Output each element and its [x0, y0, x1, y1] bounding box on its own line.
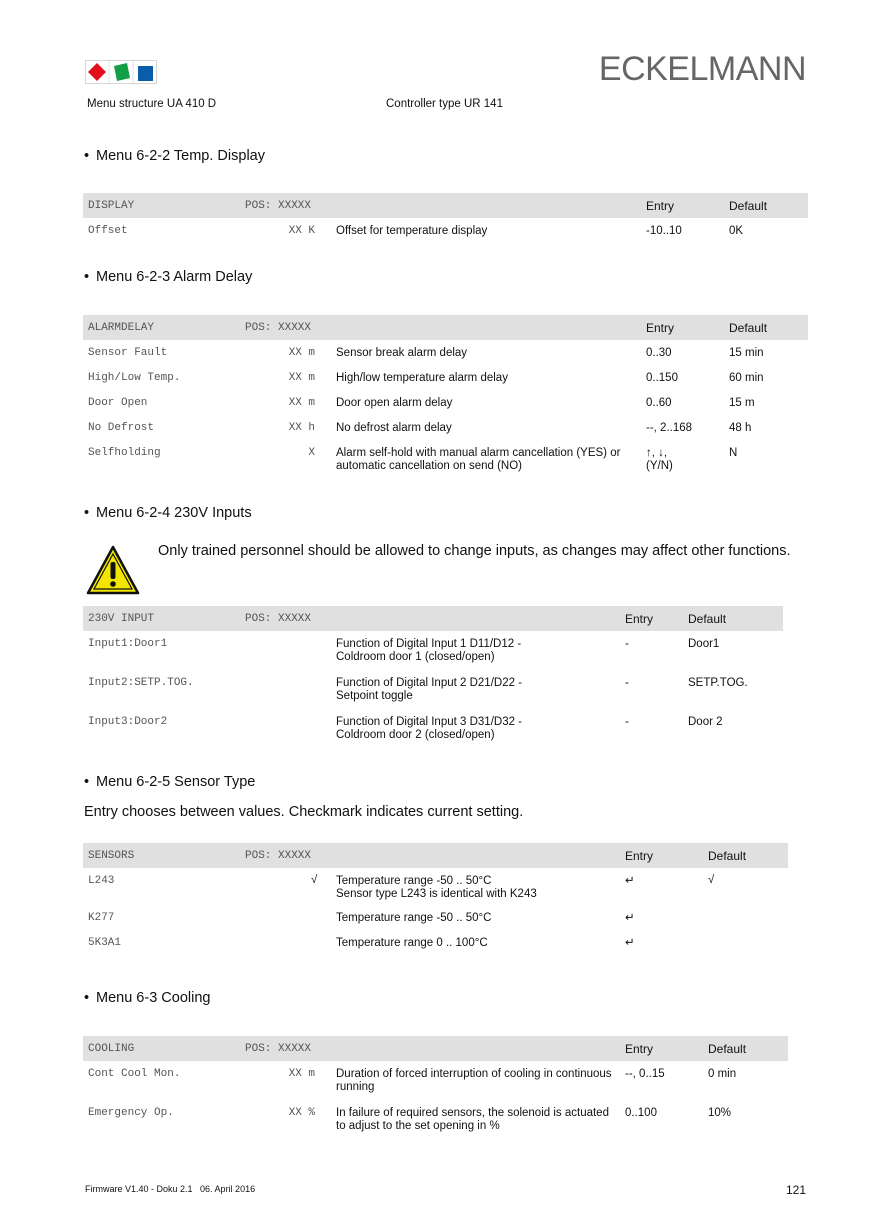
- table-cell: XX m: [288, 372, 315, 384]
- table-row: [83, 415, 808, 440]
- header-name: DISPLAY: [88, 200, 135, 212]
- table-cell: POS: XXXXX: [245, 1043, 312, 1055]
- table-cell: --, 2..168: [646, 422, 693, 434]
- table-cell: X: [308, 447, 315, 459]
- check-icon: √: [311, 874, 318, 886]
- enter-icon: ↵: [625, 875, 635, 887]
- table-cell: XX m: [288, 347, 315, 359]
- table-row: [83, 908, 788, 933]
- table-cell: Menu 6-2-2 Temp. Display: [96, 148, 265, 164]
- table-cell: Alarm self-hold with manual alarm cancellation (YES) or: [336, 447, 621, 459]
- table-cell: ALARMDELAY: [88, 322, 155, 334]
- table-cell: Temperature range -50 .. 50°C: [336, 912, 492, 924]
- table-cell: -: [625, 638, 629, 650]
- table-cell: Selfholding: [88, 447, 161, 459]
- table-cell: 230V INPUT: [88, 613, 155, 625]
- table-cell: Entry: [625, 612, 654, 626]
- page-number: 121: [785, 1183, 806, 1197]
- table-cell: Offset: [88, 225, 128, 237]
- table-cell: 0K: [729, 225, 744, 237]
- table-cell: XX m: [288, 397, 315, 409]
- table-cell: --, 0..15: [625, 1068, 665, 1080]
- table-header: [83, 193, 808, 218]
- table-header: [83, 843, 788, 868]
- table-cell: Setpoint toggle: [336, 690, 413, 702]
- table-cell: 0..30: [646, 347, 672, 359]
- header-pos: POS: XXXXX: [245, 200, 312, 212]
- warning-icon: [85, 544, 141, 596]
- table-cell: SETP.TOG.: [688, 677, 748, 689]
- table-cell: Default: [729, 321, 768, 335]
- table-cell: Function of Digital Input 1 D11/D12 -: [336, 638, 522, 650]
- table-row: [83, 631, 783, 670]
- table-row: [83, 933, 788, 958]
- table-cell: (Y/N): [646, 460, 673, 472]
- section-title-temp-display: [84, 148, 265, 164]
- table-row: [83, 218, 808, 244]
- table-cell: COOLING: [88, 1043, 135, 1055]
- table-cell: Offset for temperature display: [336, 225, 488, 237]
- table-cell: 0 min: [708, 1068, 737, 1080]
- bullet: •: [84, 148, 90, 164]
- table-header: [83, 1036, 788, 1061]
- table-cell: 15 m: [729, 397, 755, 409]
- table-cell: Default: [688, 612, 727, 626]
- table-cell: No Defrost: [88, 422, 155, 434]
- table-cell: Temperature range 0 .. 100°C: [336, 937, 488, 949]
- table-cell: Temperature range -50 .. 50°C: [336, 875, 492, 887]
- table-cell: •: [84, 774, 90, 790]
- table-cell: Door Open: [88, 397, 148, 409]
- table-cell: POS: XXXXX: [245, 322, 312, 334]
- section-title-sensor-type: [84, 774, 255, 790]
- brand-name: ECKELMANN: [598, 50, 806, 88]
- table-cell: ↑, ↓,: [646, 447, 668, 459]
- table-cell: N: [729, 447, 738, 459]
- table-cell: Menu 6-2-4 230V Inputs: [96, 505, 252, 521]
- table-cell: XX h: [288, 422, 315, 434]
- table-cell: Menu 6-2-5 Sensor Type: [96, 774, 256, 790]
- table-cell: 0..60: [646, 397, 672, 409]
- table-cell: XX %: [288, 1107, 315, 1119]
- eckelmann-logo-icon: [85, 60, 157, 84]
- table-cell: Function of Digital Input 2 D21/D22 -: [336, 677, 523, 689]
- table-cell: Sensor type L243 is identical with K243: [336, 888, 537, 900]
- section-title-cooling: [84, 990, 210, 1006]
- table-cell: High/low temperature alarm delay: [336, 372, 508, 384]
- table-cell: -: [625, 677, 629, 689]
- table-cell: POS: XXXXX: [245, 850, 312, 862]
- table-cell: POS: XXXXX: [245, 613, 312, 625]
- table-cell: High/Low Temp.: [88, 372, 181, 384]
- section-title-230v-inputs: [84, 505, 252, 521]
- table-cell: 0..100: [625, 1107, 657, 1119]
- sensor-type-intro: Entry chooses between values. Checkmark indicates current setting.: [84, 804, 524, 820]
- check-icon: √: [708, 874, 715, 886]
- table-row: [83, 1061, 788, 1100]
- table-cell: 15 min: [729, 347, 764, 359]
- enter-icon: ↵: [625, 912, 635, 924]
- table-cell: SENSORS: [88, 850, 135, 862]
- table-cell: 5K3A1: [88, 937, 122, 949]
- table-cell: running: [336, 1081, 375, 1093]
- table-cell: In failure of required sensors, the solenoid is actuated: [336, 1107, 609, 1119]
- table-cell: •: [84, 269, 90, 285]
- footer-version: Firmware V1.40 - Doku 2.1 06. April 2016: [85, 1184, 256, 1194]
- warning-text: Only trained personnel should be allowed to change inputs, as changes may affect other functions.: [158, 543, 791, 559]
- alarm-delay-table: [83, 315, 808, 480]
- table-row: [83, 365, 808, 390]
- table-row: [83, 868, 788, 908]
- table-cell: Sensor Fault: [88, 347, 168, 359]
- table-cell: to adjust to the set opening in %: [336, 1120, 500, 1132]
- table-cell: Input3:Door2: [88, 716, 168, 728]
- table-cell: 48 h: [729, 422, 752, 434]
- table-cell: 10%: [708, 1107, 732, 1119]
- table-cell: L243: [88, 875, 115, 887]
- table-cell: Default: [708, 849, 747, 863]
- table-cell: XX K: [288, 225, 315, 237]
- table-row: [83, 709, 783, 748]
- table-cell: -: [625, 716, 629, 728]
- section-title-alarm-delay: [84, 269, 252, 285]
- table-cell: -10..10: [646, 225, 682, 237]
- table-cell: Duration of forced interruption of cooling in continuous: [336, 1068, 612, 1080]
- table-cell: No defrost alarm delay: [336, 422, 452, 434]
- table-cell: Sensor break alarm delay: [336, 347, 468, 359]
- table-cell: Menu 6-2-3 Alarm Delay: [96, 269, 253, 285]
- table-row: [83, 390, 808, 415]
- table-cell: Coldroom door 2 (closed/open): [336, 729, 495, 741]
- table-cell: Entry: [646, 321, 675, 335]
- table-header: [83, 315, 808, 340]
- table-cell: •: [84, 505, 90, 521]
- table-cell: XX m: [288, 1068, 315, 1080]
- header-default: Default: [729, 199, 768, 213]
- sensor-type-table: [83, 843, 788, 958]
- table-cell: Door1: [688, 638, 720, 650]
- table-cell: Door 2: [688, 716, 723, 728]
- table-cell: Door open alarm delay: [336, 397, 453, 409]
- table-cell: Menu 6-3 Cooling: [96, 990, 211, 1006]
- controller-type-label: Controller type UR 141: [386, 98, 503, 110]
- cooling-table: [83, 1036, 788, 1139]
- table-row: [83, 670, 783, 709]
- temp-display-table: [83, 193, 808, 244]
- enter-icon: ↵: [625, 937, 635, 949]
- table-row: [83, 440, 808, 480]
- table-cell: Emergency Op.: [88, 1107, 174, 1119]
- inputs-table: [83, 606, 783, 748]
- table-cell: •: [84, 990, 90, 1006]
- table-cell: automatic cancellation on send (NO): [336, 460, 523, 472]
- table-cell: Default: [708, 1042, 747, 1056]
- table-cell: Coldroom door 1 (closed/open): [336, 651, 495, 663]
- table-header: [83, 606, 783, 631]
- table-cell: Cont Cool Mon.: [88, 1068, 181, 1080]
- table-row: [83, 1100, 788, 1139]
- table-cell: Entry: [625, 849, 654, 863]
- menu-structure-label: Menu structure UA 410 D: [87, 98, 217, 110]
- table-cell: 0..150: [646, 372, 678, 384]
- header-entry: Entry: [646, 199, 675, 213]
- table-cell: Input2:SETP.TOG.: [88, 677, 194, 689]
- table-cell: K277: [88, 912, 115, 924]
- table-cell: 60 min: [729, 372, 764, 384]
- table-row: [83, 340, 808, 365]
- table-cell: Function of Digital Input 3 D31/D32 -: [336, 716, 523, 728]
- table-cell: Input1:Door1: [88, 638, 168, 650]
- table-cell: Entry: [625, 1042, 654, 1056]
